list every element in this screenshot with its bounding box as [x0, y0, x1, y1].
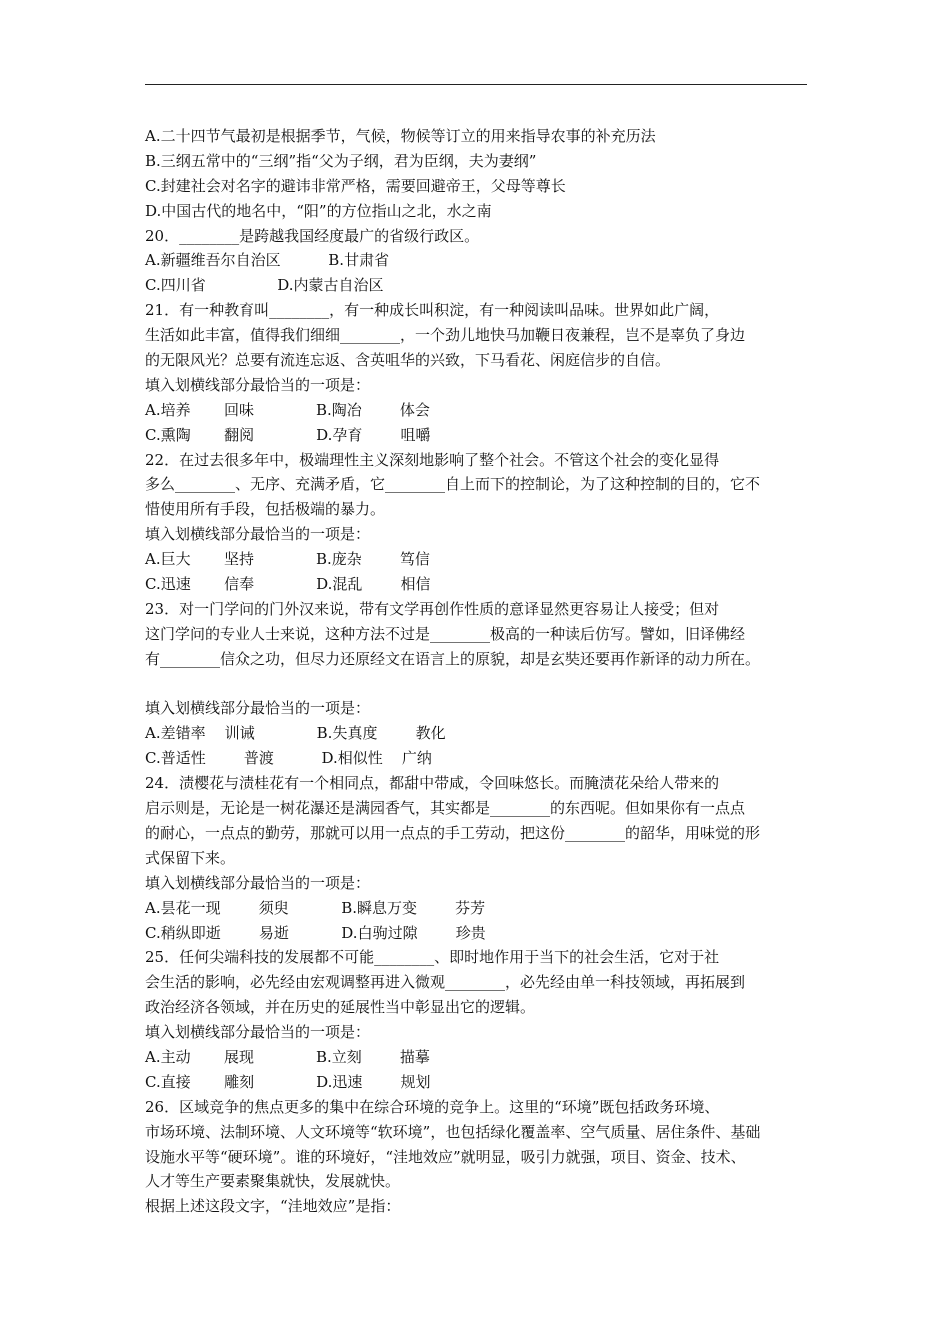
- text-line: 的耐心，一点点的勤劳，那就可以用一点点的手工劳动，把这份________的韶华，用味觉的形: [145, 823, 761, 842]
- text-line: 惜使用所有手段，包括极端的暴力。: [145, 500, 386, 519]
- option-line: C.熏陶 翻阅 D.孕育 咀嚼: [145, 425, 431, 444]
- text-line: 这门学问的专业人士来说，这种方法不过是________极高的一种读后仿写。譬如，旧译佛经: [145, 624, 746, 643]
- question-23: 23．对一门学问的门外汉来说，带有文学再创作性质的意译显然更容易让人接受；但对: [145, 599, 720, 618]
- text-line: 启示则是，无论是一树花瀑还是满园香气，其实都是________的东西呢。但如果你有一点点: [145, 799, 746, 818]
- option-line: A.巨大 坚持 B.庞杂 笃信: [145, 550, 430, 569]
- question-21: 21．有一种教育叫________，有一种成长叫积淀，有一种阅读叫品味。世界如此广阔，: [145, 301, 720, 320]
- option-line: C.稍纵即逝 易逝 D.白驹过隙 珍贵: [145, 923, 486, 942]
- text-line: 设施水平等“硬环境”。谁的环境好，“洼地效应”就明显，吸引力就强，项目、资金、技术、: [145, 1147, 746, 1166]
- text-line: 有________信众之功，但尽力还原经文在语言上的原貌，却是玄奘还要再作新译的动力所在。: [145, 649, 761, 668]
- prompt-line: 填入划横线部分最恰当的一项是：: [145, 525, 371, 544]
- option-line: A.培养 回味 B.陶冶 体会: [145, 400, 430, 419]
- prompt-line: 填入划横线部分最恰当的一项是：: [145, 375, 371, 394]
- question-22: 22．在过去很多年中，极端理性主义深刻地影响了整个社会。不管这个社会的变化显得: [145, 450, 720, 469]
- text-line: 的无限风光？总要有流连忘返、含英咀华的兴致，下马看花、闲庭信步的自信。: [145, 351, 671, 370]
- text-line: B.三纲五常中的“三纲”指“父为子纲，君为臣纲，夫为妻纲”: [145, 151, 537, 170]
- option-line: A.主动 展现 B.立刻 描摹: [145, 1047, 430, 1066]
- option-line: C.普适性 普渡 D.相似性 广纳: [145, 749, 432, 768]
- option-line: C.迅速 信奉 D.混乱 相信: [145, 575, 431, 594]
- question-26: 26．区域竞争的焦点更多的集中在综合环境的竞争上。这里的“环境”既包括政务环境、: [145, 1097, 720, 1116]
- text-line: 式保留下来。: [145, 848, 236, 867]
- option-line: A.新疆维吾尔自治区 B.甘肃省: [145, 251, 390, 270]
- text-line: 市场环境、法制环境、人文环境等“软环境”，也包括绿化覆盖率、空气质量、居住条件、基础: [145, 1122, 761, 1141]
- option-line: A.差错率 训诫 B.失真度 教化: [145, 724, 446, 743]
- prompt-line: 填入划横线部分最恰当的一项是：: [145, 873, 371, 892]
- question-25: 25．任何尖端科技的发展都不可能________、即时地作用于当下的社会生活，它对于社: [145, 948, 720, 967]
- document-body: [145, 124, 825, 1219]
- text-line: C.封建社会对名字的避讳非常严格，需要回避帝王，父母等尊长: [145, 176, 566, 195]
- option-line: A.昙花一现 须臾 B.瞬息万变 芬芳: [145, 898, 486, 917]
- option-line: C.四川省 D.内蒙古自治区: [145, 276, 384, 295]
- text-line: 生活如此丰富，值得我们细细________，一个劲儿地快马加鞭日夜兼程，岂不是辜负了身边: [145, 326, 746, 345]
- text-line: D.中国古代的地名中，“阳”的方位指山之北，水之南: [145, 201, 492, 220]
- prompt-line: 填入划横线部分最恰当的一项是：: [145, 1023, 371, 1042]
- text-line: 人才等生产要素聚集就快，发展就快。: [145, 1172, 401, 1191]
- question-20: 20．________是跨越我国经度最广的省级行政区。: [145, 226, 480, 245]
- question-24: 24．渍樱花与渍桂花有一个相同点，都甜中带咸，令回味悠长。而腌渍花朵给人带来的: [145, 774, 720, 793]
- option-line: C.直接 雕刻 D.迅速 规划: [145, 1072, 431, 1091]
- text-line: 政治经济各领域，并在历史的延展性当中彰显出它的逻辑。: [145, 998, 536, 1017]
- prompt-line: 根据上述这段文字，“洼地效应”是指：: [145, 1197, 401, 1216]
- header-rule: [145, 84, 807, 85]
- text-line: 会生活的影响，必先经由宏观调整再进入微观________，必先经由单一科技领域，再拓展到: [145, 973, 746, 992]
- blank-line: [145, 672, 825, 697]
- text-line: 多么________、无序、充满矛盾，它________自上而下的控制论，为了这种控制的目的，它不: [145, 475, 761, 494]
- text-line: A.二十四节气最初是根据季节，气候，物候等订立的用来指导农事的补充历法: [145, 127, 656, 145]
- prompt-line: 填入划横线部分最恰当的一项是：: [145, 699, 371, 718]
